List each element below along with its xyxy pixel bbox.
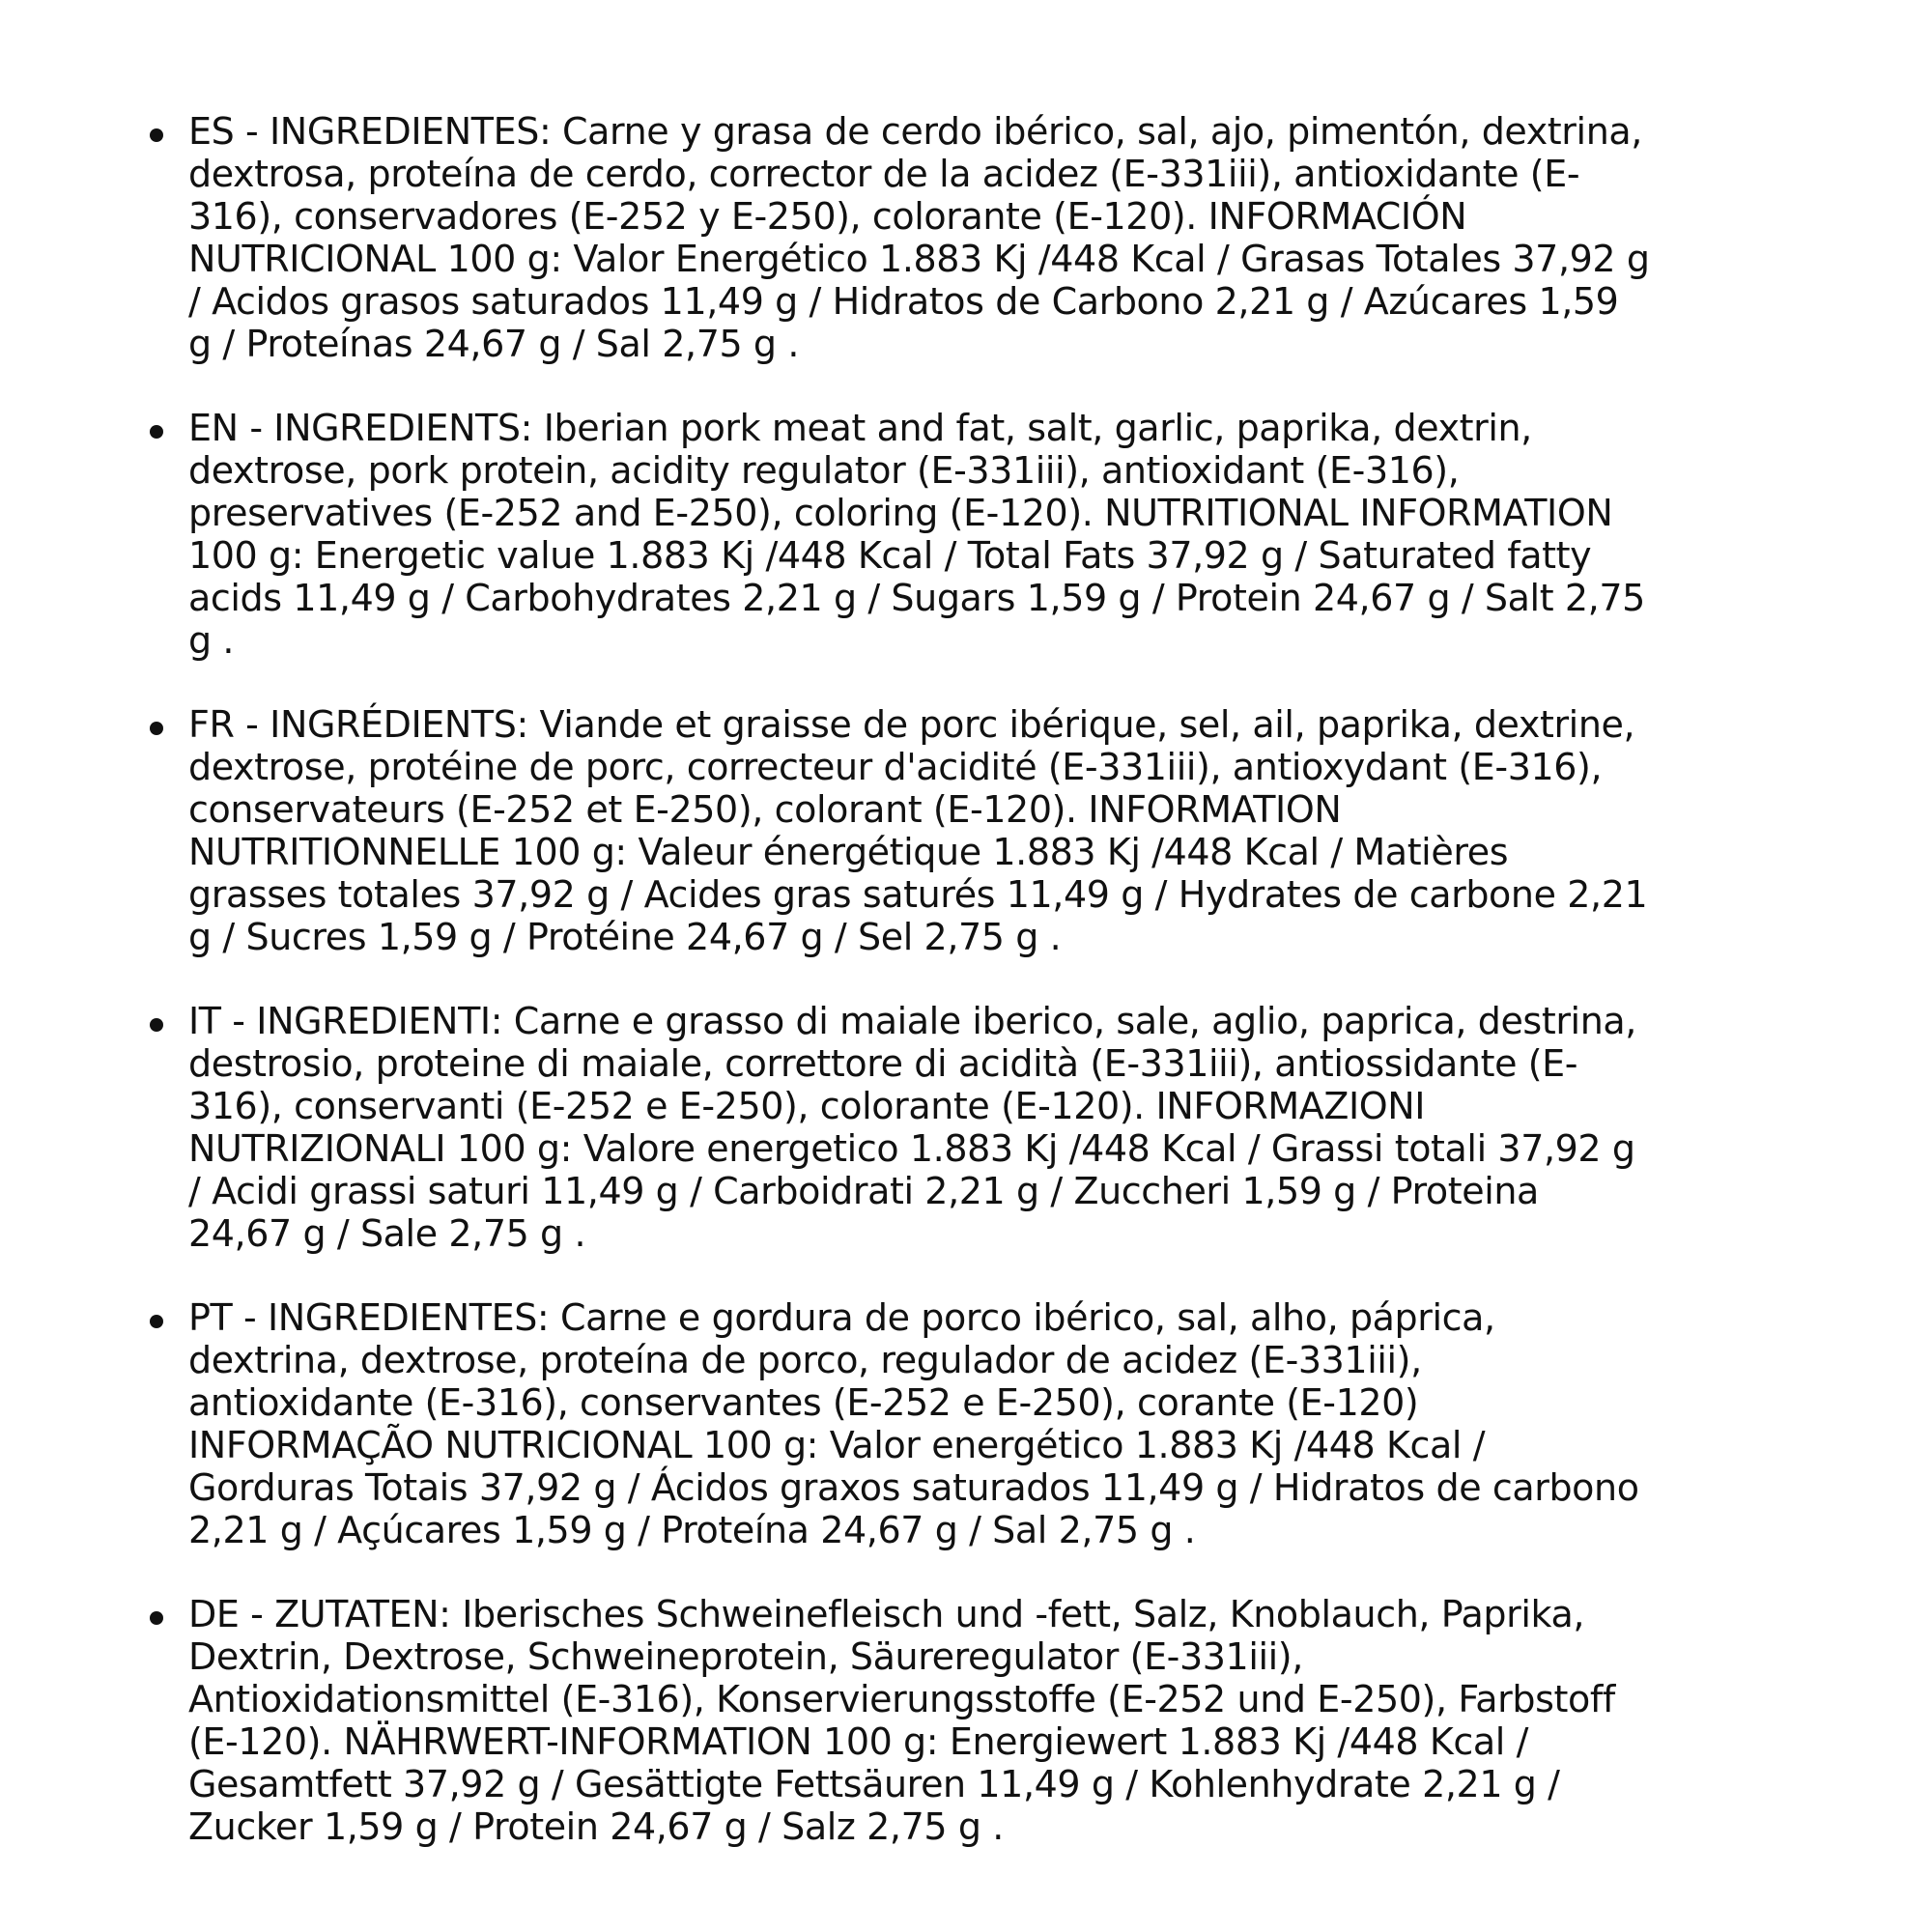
bullet-icon: [150, 1018, 163, 1032]
bullet-icon: [150, 1315, 163, 1328]
ingredient-text-de: DE - ZUTATEN: Iberisches Schweinefleisch und -fett, Salz, Knoblauch, Paprika, Dextrin, Dextrose, Schweineprotein, Säureregulator (E-331iii), Antioxidationsmittel (E-316), Konservierungsstoffe (E-252 und E-250), Farbstoff (E-120). NÄHRWERT-INFORMATION 100 g: Energiewert 1.883 Kj /448 Kcal / Gesamtfett 37,92 g / Gesättigte Fettsäuren 11,49 g / Kohlenhydrate 2,21 g / Zucker 1,59 g / Protein 24,67 g / Salz 2,75 g .: [188, 1593, 1615, 1848]
list-item-de: [0, 1593, 1652, 1848]
ingredient-text-en: EN - INGREDIENTS: Iberian pork meat and fat, salt, garlic, paprika, dextrin, dextrose, pork protein, acidity regulator (E-331iii), antioxidant (E-316), preservatives (E-252 and E-250), coloring (E-120). NUTRITIONAL INFORMATION 100 g: Energetic value 1.883 Kj /448 Kcal / Total Fats 37,92 g / Saturated fatty acids 11,49 g / Carbohydrates 2,21 g / Sugars 1,59 g / Protein 24,67 g / Salt 2,75 g .: [188, 407, 1645, 662]
ingredient-text-pt: PT - INGREDIENTES: Carne e gordura de porco ibérico, sal, alho, páprica, dextrina, dextrose, proteína de porco, regulador de acidez (E-331iii), antioxidante (E-316), conservantes (E-252 e E-250), corante (E-120) INFORMAÇÃO NUTRICIONAL 100 g: Valor energético 1.883 Kj /448 Kcal / Gorduras Totais 37,92 g / Ácidos graxos saturados 11,49 g / Hidratos de carbono 2,21 g / Açúcares 1,59 g / Proteína 24,67 g / Sal 2,75 g .: [188, 1296, 1639, 1551]
ingredient-text-it: IT - INGREDIENTI: Carne e grasso di maiale iberico, sale, aglio, paprica, destrina, destrosio, proteine di maiale, correttore di acidità (E-331iii), antiossidante (E-316), conservanti (E-252 e E-250), colorante (E-120). INFORMAZIONI NUTRIZIONALI 100 g: Valore energetico 1.883 Kj /448 Kcal / Grassi totali 37,92 g / Acidi grassi saturi 11,49 g / Carboidrati 2,21 g / Zuccheri 1,59 g / Proteina 24,67 g / Sale 2,75 g .: [188, 1000, 1636, 1255]
list-item-pt: [0, 1296, 1652, 1551]
list-item-fr: [0, 703, 1652, 958]
list-item-es: [0, 110, 1652, 365]
list-item-en: [0, 407, 1652, 662]
bullet-icon: [150, 425, 163, 439]
bullet-icon: [150, 128, 163, 142]
ingredient-text-es: ES - INGREDIENTES: Carne y grasa de cerdo ibérico, sal, ajo, pimentón, dextrina, dextrosa, proteína de cerdo, corrector de la acidez (E-331iii), antioxidante (E-316), conservadores (E-252 y E-250), colorante (E-120). INFORMACIÓN NUTRICIONAL 100 g: Valor Energético 1.883 Kj /448 Kcal / Grasas Totales 37,92 g / Acidos grasos saturados 11,49 g / Hidratos de Carbono 2,21 g / Azúcares 1,59 g / Proteínas 24,67 g / Sal 2,75 g .: [188, 110, 1650, 365]
list-item-it: [0, 1000, 1652, 1255]
ingredient-text-fr: FR - INGRÉDIENTS: Viande et graisse de porc ibérique, sel, ail, paprika, dextrine, dextrose, protéine de porc, correcteur d'acidité (E-331iii), antioxydant (E-316), conservateurs (E-252 et E-250), colorant (E-120). INFORMATION NUTRITIONNELLE 100 g: Valeur énergétique 1.883 Kj /448 Kcal / Matières grasses totales 37,92 g / Acides gras saturés 11,49 g / Hydrates de carbone 2,21 g / Sucres 1,59 g / Protéine 24,67 g / Sel 2,75 g .: [188, 703, 1648, 958]
bullet-icon: [150, 1611, 163, 1625]
bullet-icon: [150, 722, 163, 735]
ingredient-list: [0, 110, 1932, 1889]
